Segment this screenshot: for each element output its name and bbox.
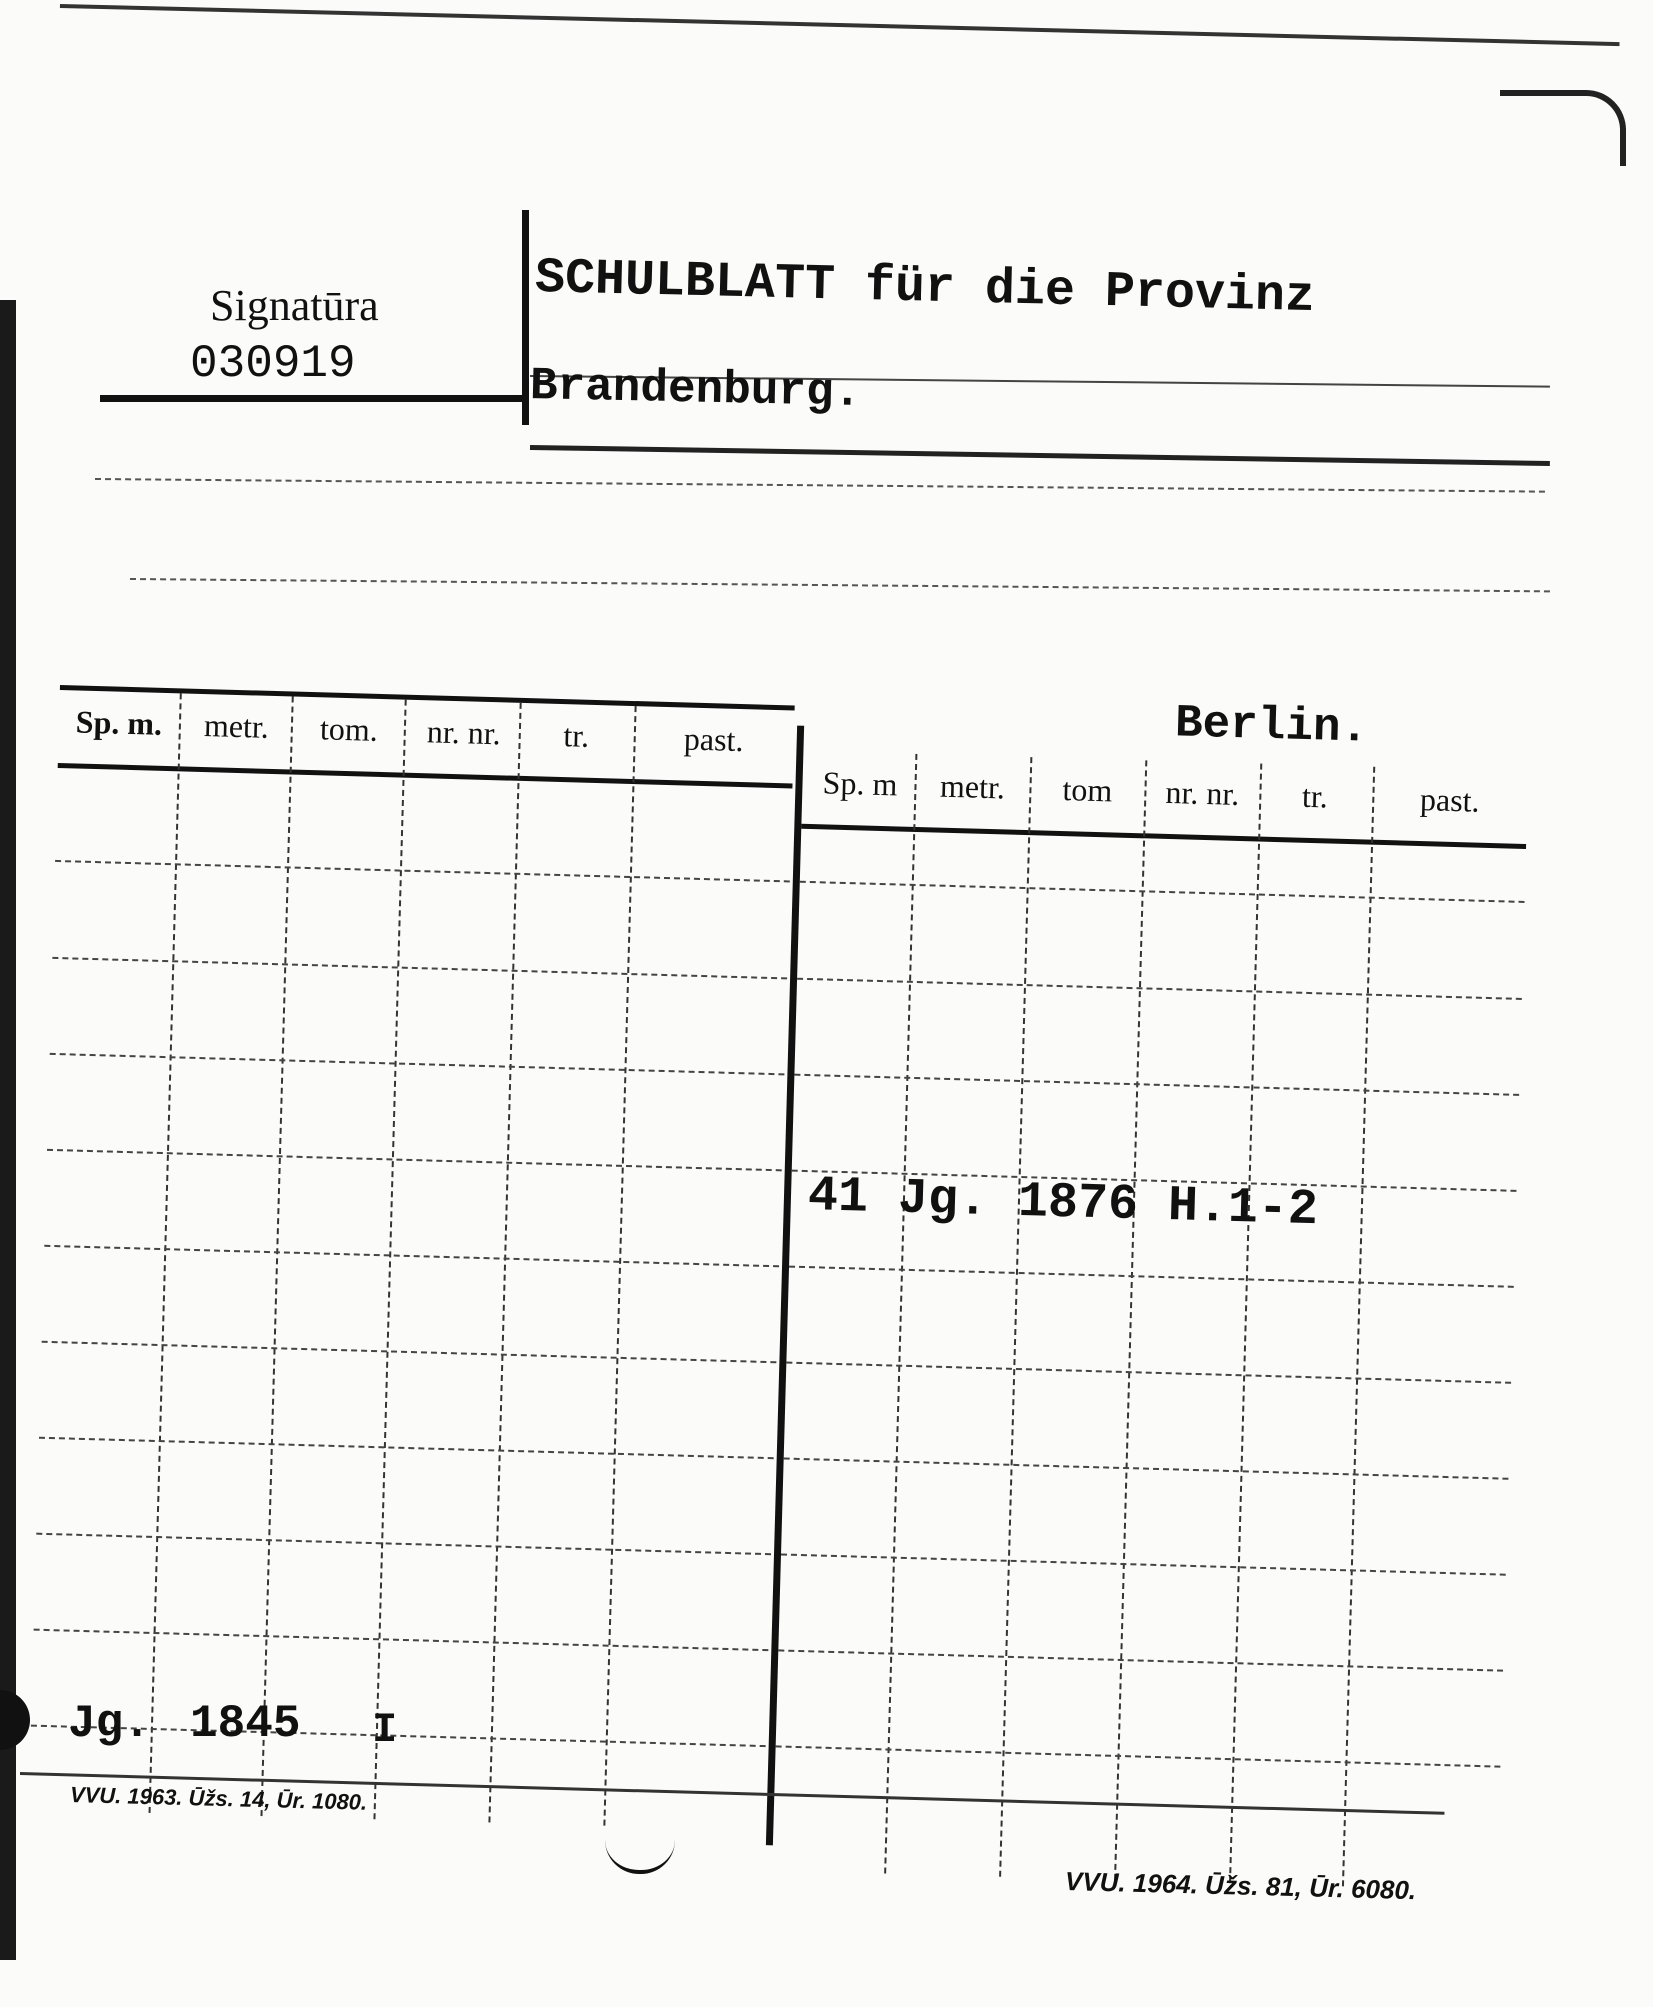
col-divider [999, 757, 1032, 1877]
curved-mark [605, 1840, 675, 1874]
table-row-line [800, 881, 1525, 903]
table-row-line [786, 1362, 1511, 1384]
col-divider [149, 693, 182, 1813]
holding-entry-left-year: 1845 [190, 1698, 301, 1750]
col-divider [260, 696, 293, 1816]
title-line-2: Brandenburg. [529, 360, 862, 419]
table-row-line [39, 1437, 774, 1460]
table-header-rule [58, 763, 793, 789]
table-row-line [44, 1245, 779, 1268]
signature-label: Signatūra [210, 281, 379, 330]
col-divider [373, 700, 406, 1820]
table-row-line [55, 860, 790, 883]
holdings-table [28, 685, 1529, 1861]
holding-entry-left-volume: I [372, 1706, 398, 1754]
table-row-line [47, 1149, 782, 1172]
table-row-line [50, 1053, 785, 1076]
col-head-past: past. [683, 720, 744, 759]
table-row-line [42, 1341, 777, 1364]
signature-value: 030919 [190, 338, 356, 390]
holding-entry-left-jg: Jg. [68, 1698, 151, 1750]
table-row-line [778, 1649, 1503, 1671]
title-line-1: SCHULBLATT für die Provinz [534, 250, 1316, 327]
blank-line-2 [130, 578, 1550, 592]
table-row-line [34, 1629, 769, 1652]
col-head-metr: metr. [203, 707, 270, 745]
title-rule [530, 445, 1550, 466]
col-divider [1342, 767, 1375, 1887]
holding-entry-right: 41 Jg. 1876 H.1-2 [807, 1168, 1319, 1240]
reference-right: VVU. 1964. Ūžs. 81, Ūr. 6080. [1064, 1866, 1417, 1906]
table-row-line [789, 1266, 1514, 1288]
table-row-line [784, 1458, 1509, 1480]
col-head-tom: tom [1062, 771, 1113, 809]
col-divider [488, 703, 521, 1823]
col-head-sp-m: Sp. m. [75, 703, 163, 742]
table-row-line [52, 957, 787, 980]
card-corner [1500, 90, 1626, 166]
col-divider [1114, 760, 1147, 1880]
header-divider-horizontal [100, 395, 525, 402]
reference-left: VVU. 1963. Ūžs. 14, Ūr. 1080. [69, 1782, 368, 1815]
col-head-sp-m: Sp. m [822, 764, 898, 803]
punch-hole [0, 1690, 30, 1750]
table-row-line [36, 1533, 771, 1556]
col-divider [1229, 764, 1262, 1884]
table-row-line [776, 1745, 1501, 1767]
col-divider [884, 754, 917, 1874]
col-head-nr-nr: nr. nr. [426, 713, 502, 752]
table-right-half [772, 746, 1528, 1901]
table-row-line [797, 978, 1522, 1000]
col-divider [603, 706, 636, 1826]
table-row-line [794, 1074, 1519, 1096]
col-head-tom: tom. [319, 710, 379, 748]
header-divider-vertical [522, 210, 529, 425]
col-head-nr-nr: nr. nr. [1165, 773, 1240, 812]
blank-line-1 [95, 478, 1545, 493]
table-header-rule [801, 824, 1526, 849]
place-label: Berlin. [1174, 697, 1369, 755]
col-head-tr: tr. [562, 717, 590, 754]
col-head-tr: tr. [1301, 777, 1329, 815]
col-head-metr: metr. [939, 767, 1006, 806]
table-row-line [781, 1553, 1506, 1575]
card-top-edge [60, 4, 1620, 46]
table-left-half [28, 685, 794, 1840]
col-head-past: past. [1419, 781, 1481, 819]
